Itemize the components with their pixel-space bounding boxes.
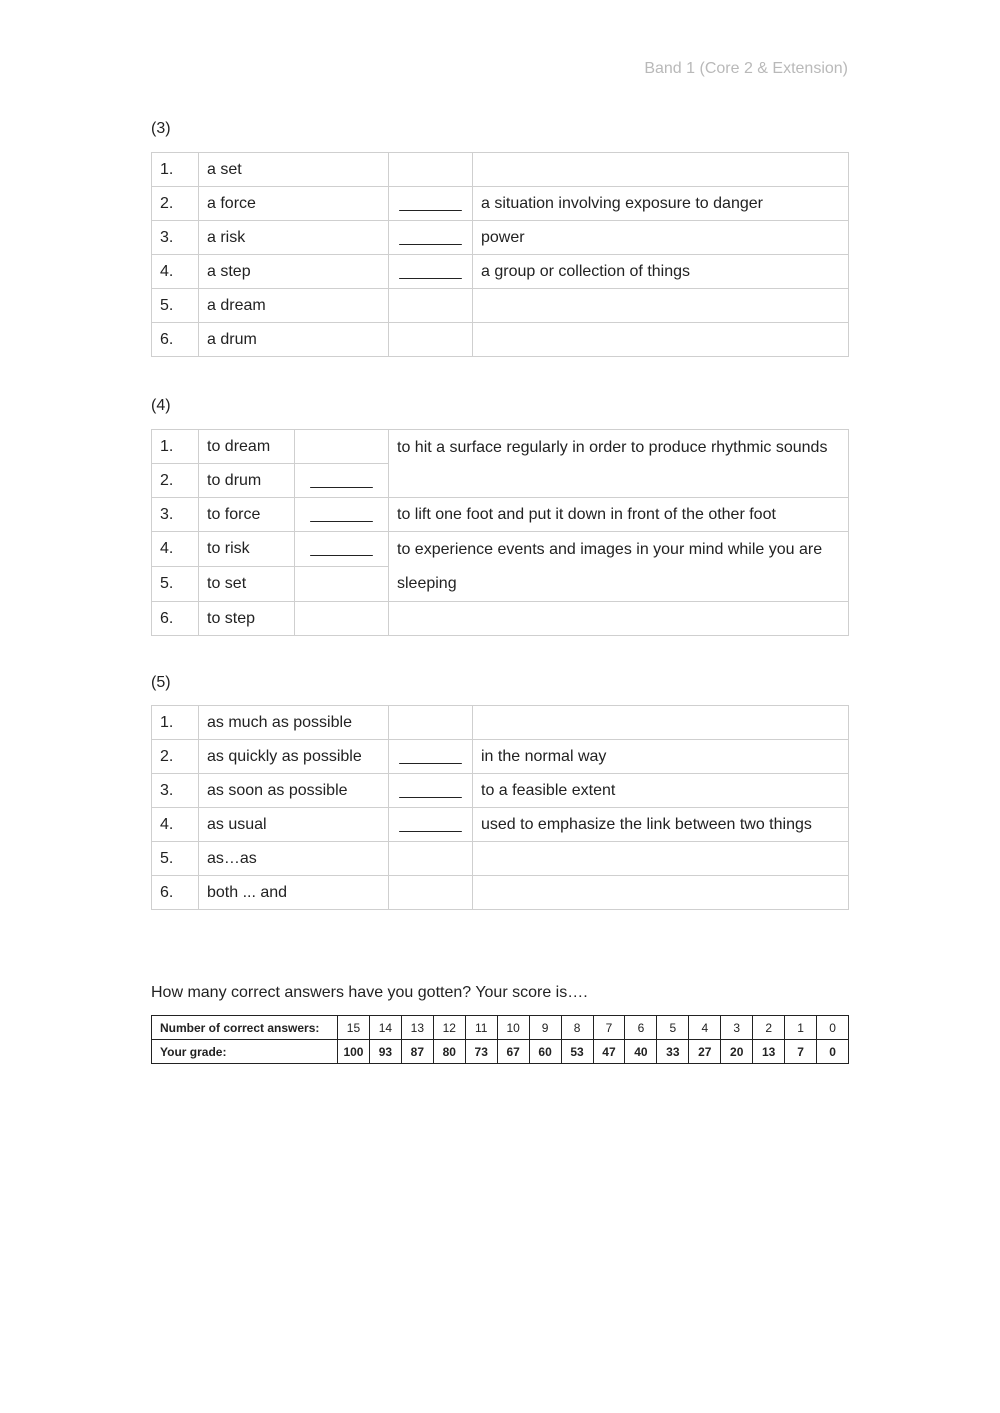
grade-label: Your grade: bbox=[152, 1040, 338, 1064]
section-3-label: (3) bbox=[151, 120, 171, 137]
item-definition: in the normal way bbox=[473, 740, 849, 774]
answer-blank[interactable]: _______ bbox=[295, 532, 389, 567]
item-number: 1. bbox=[152, 706, 199, 740]
item-number: 5. bbox=[152, 567, 199, 602]
item-definition: power bbox=[473, 221, 849, 255]
item-number: 4. bbox=[152, 255, 199, 289]
answer-blank[interactable]: _______ bbox=[389, 187, 473, 221]
table-row bbox=[152, 289, 849, 323]
answer-blank[interactable] bbox=[389, 706, 473, 740]
item-term: to drum bbox=[199, 464, 295, 498]
grade-cell: 40 bbox=[625, 1040, 657, 1064]
item-term: as usual bbox=[199, 808, 389, 842]
grade-cell: 87 bbox=[401, 1040, 433, 1064]
item-term: to dream bbox=[199, 430, 295, 464]
score-cell: 1 bbox=[785, 1016, 817, 1040]
answer-blank[interactable] bbox=[295, 567, 389, 602]
item-number: 5. bbox=[152, 842, 199, 876]
correct-answers-label: Number of correct answers: bbox=[152, 1016, 338, 1040]
answer-blank[interactable]: _______ bbox=[389, 255, 473, 289]
item-term: as quickly as possible bbox=[199, 740, 389, 774]
score-cell: 8 bbox=[561, 1016, 593, 1040]
table-row bbox=[152, 532, 849, 567]
score-row-correct bbox=[152, 1016, 849, 1040]
score-cell: 15 bbox=[338, 1016, 370, 1040]
answer-blank[interactable] bbox=[389, 842, 473, 876]
item-term: to risk bbox=[199, 532, 295, 567]
item-definition bbox=[473, 706, 849, 740]
item-term: a set bbox=[199, 153, 389, 187]
item-number: 2. bbox=[152, 464, 199, 498]
grade-cell: 73 bbox=[465, 1040, 497, 1064]
table-row bbox=[152, 602, 849, 636]
table-row bbox=[152, 187, 849, 221]
item-definition: to a feasible extent bbox=[473, 774, 849, 808]
score-cell: 9 bbox=[529, 1016, 561, 1040]
score-cell: 14 bbox=[369, 1016, 401, 1040]
item-number: 3. bbox=[152, 498, 199, 532]
score-cell: 13 bbox=[401, 1016, 433, 1040]
table-row bbox=[152, 842, 849, 876]
item-term: a risk bbox=[199, 221, 389, 255]
answer-blank[interactable]: _______ bbox=[389, 808, 473, 842]
score-table bbox=[151, 1015, 849, 1064]
item-term: a drum bbox=[199, 323, 389, 357]
answer-blank[interactable] bbox=[389, 289, 473, 323]
grade-cell: 100 bbox=[338, 1040, 370, 1064]
answer-blank[interactable]: _______ bbox=[295, 498, 389, 532]
table-row bbox=[152, 430, 849, 464]
table-row bbox=[152, 498, 849, 532]
item-term: a force bbox=[199, 187, 389, 221]
header-band-label: Band 1 (Core 2 & Extension) bbox=[644, 60, 848, 77]
grade-cell: 13 bbox=[753, 1040, 785, 1064]
grade-cell: 27 bbox=[689, 1040, 721, 1064]
item-number: 2. bbox=[152, 187, 199, 221]
item-number: 4. bbox=[152, 532, 199, 567]
table-row bbox=[152, 323, 849, 357]
item-definition: to lift one foot and put it down in front of the other foot bbox=[389, 498, 849, 532]
answer-blank[interactable] bbox=[389, 876, 473, 910]
item-definition bbox=[473, 876, 849, 910]
item-term: as soon as possible bbox=[199, 774, 389, 808]
table-row bbox=[152, 255, 849, 289]
table-row bbox=[152, 153, 849, 187]
grade-cell: 80 bbox=[433, 1040, 465, 1064]
item-number: 6. bbox=[152, 876, 199, 910]
item-number: 3. bbox=[152, 221, 199, 255]
item-number: 1. bbox=[152, 430, 199, 464]
item-term: both ... and bbox=[199, 876, 389, 910]
item-term: to set bbox=[199, 567, 295, 602]
item-definition: to experience events and images in your mind while you are sleeping bbox=[389, 532, 849, 602]
item-number: 4. bbox=[152, 808, 199, 842]
item-definition: to hit a surface regularly in order to produce rhythmic sounds bbox=[389, 430, 849, 498]
answer-blank[interactable] bbox=[389, 323, 473, 357]
item-term: a step bbox=[199, 255, 389, 289]
item-definition bbox=[473, 153, 849, 187]
item-number: 2. bbox=[152, 740, 199, 774]
grade-cell: 53 bbox=[561, 1040, 593, 1064]
item-term: to step bbox=[199, 602, 295, 636]
score-cell: 7 bbox=[593, 1016, 625, 1040]
score-cell: 2 bbox=[753, 1016, 785, 1040]
grade-cell: 7 bbox=[785, 1040, 817, 1064]
answer-blank[interactable]: _______ bbox=[389, 774, 473, 808]
answer-blank[interactable] bbox=[295, 602, 389, 636]
grade-cell: 60 bbox=[529, 1040, 561, 1064]
item-term: as much as possible bbox=[199, 706, 389, 740]
item-definition: a situation involving exposure to danger bbox=[473, 187, 849, 221]
answer-blank[interactable] bbox=[389, 153, 473, 187]
item-term: as…as bbox=[199, 842, 389, 876]
section-5-label: (5) bbox=[151, 674, 171, 691]
answer-blank[interactable]: _______ bbox=[389, 221, 473, 255]
section-5-table bbox=[151, 705, 849, 910]
item-definition bbox=[473, 289, 849, 323]
answer-blank[interactable]: _______ bbox=[295, 464, 389, 498]
item-number: 6. bbox=[152, 323, 199, 357]
grade-cell: 0 bbox=[817, 1040, 849, 1064]
item-term: a dream bbox=[199, 289, 389, 323]
table-row bbox=[152, 221, 849, 255]
item-number: 1. bbox=[152, 153, 199, 187]
score-question: How many correct answers have you gotten? Your score is…. bbox=[151, 984, 588, 1001]
answer-blank[interactable] bbox=[295, 430, 389, 464]
grade-cell: 47 bbox=[593, 1040, 625, 1064]
score-cell: 4 bbox=[689, 1016, 721, 1040]
score-cell: 5 bbox=[657, 1016, 689, 1040]
section-4-label: (4) bbox=[151, 397, 171, 414]
grade-cell: 20 bbox=[721, 1040, 753, 1064]
item-number: 5. bbox=[152, 289, 199, 323]
answer-blank[interactable]: _______ bbox=[389, 740, 473, 774]
table-row bbox=[152, 774, 849, 808]
item-definition: used to emphasize the link between two things bbox=[473, 808, 849, 842]
table-row bbox=[152, 808, 849, 842]
score-cell: 3 bbox=[721, 1016, 753, 1040]
item-number: 3. bbox=[152, 774, 199, 808]
section-3-table bbox=[151, 152, 849, 357]
item-definition-empty bbox=[389, 602, 849, 636]
table-row bbox=[152, 706, 849, 740]
score-cell: 6 bbox=[625, 1016, 657, 1040]
item-term: to force bbox=[199, 498, 295, 532]
score-cell: 12 bbox=[433, 1016, 465, 1040]
score-row-grade bbox=[152, 1040, 849, 1064]
table-row bbox=[152, 876, 849, 910]
score-cell: 10 bbox=[497, 1016, 529, 1040]
score-cell: 11 bbox=[465, 1016, 497, 1040]
grade-cell: 93 bbox=[369, 1040, 401, 1064]
item-definition: a group or collection of things bbox=[473, 255, 849, 289]
item-definition bbox=[473, 842, 849, 876]
score-cell: 0 bbox=[817, 1016, 849, 1040]
section-4-table bbox=[151, 429, 849, 636]
item-definition bbox=[473, 323, 849, 357]
table-row bbox=[152, 740, 849, 774]
grade-cell: 67 bbox=[497, 1040, 529, 1064]
item-number: 6. bbox=[152, 602, 199, 636]
grade-cell: 33 bbox=[657, 1040, 689, 1064]
